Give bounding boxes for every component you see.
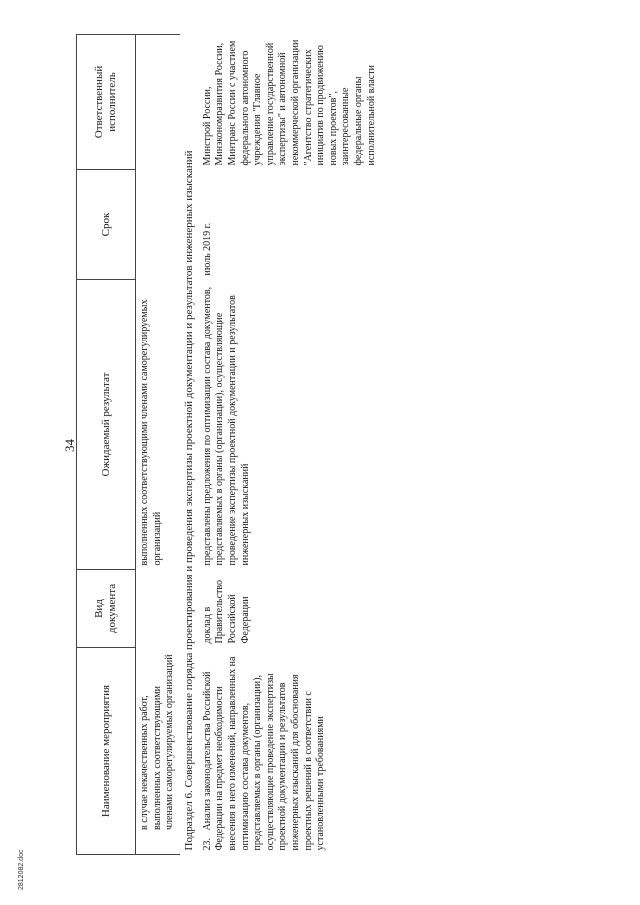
header-document-type: Вид документа bbox=[77, 570, 136, 648]
cell-continuation-name bbox=[136, 648, 180, 855]
cell-expected-result: представлены предложения по оптимизации состава документов, представляемых в органы (организации), осуществляющие проведение экспертизы проектной документации и результатов инженерных изысканий bbox=[201, 286, 251, 566]
cell-deadline: июль 2019 г. bbox=[201, 222, 213, 276]
table-row-continuation bbox=[136, 35, 180, 855]
subsection-row bbox=[180, 35, 199, 855]
header-measure-name: Наименование мероприятия bbox=[77, 648, 136, 855]
cell-measure-name bbox=[199, 648, 381, 855]
cell-responsible: Минстрой России, Минэкономразвития России, Минтранс России с участием федерального автономного учреждения "Главное управление государственной экспертизы" и автономной некоммерческой организации "Агентство стратегических инициатив по продвижению новых проектов", заинтересованные федеральные органы исполнительной власти bbox=[201, 39, 377, 166]
header-expected-result: Ожидаемый результат bbox=[77, 280, 136, 570]
table-row bbox=[199, 35, 381, 855]
cell-continuation-deadline bbox=[136, 170, 180, 280]
header-responsible: Ответственный исполнитель bbox=[77, 35, 136, 170]
row-number: 23. bbox=[201, 838, 213, 851]
rotated-page-content bbox=[76, 35, 576, 855]
cell-continuation-document bbox=[136, 570, 180, 648]
page-number: 34 bbox=[62, 439, 77, 452]
cell-document-type: доклад в Правительство Российской Федерации bbox=[201, 579, 251, 644]
cell-continuation-result: выполненных соответствующими членами саморегулируемых организаций bbox=[139, 299, 163, 566]
table-header-row bbox=[77, 35, 136, 855]
footer-filename: 2812082.doc bbox=[18, 849, 25, 890]
cell-continuation-responsible bbox=[136, 35, 180, 170]
subsection-title: Подраздел 6. Совершенствование порядка проектирования и проведения экспертизы проектной документации и результатов инженерных изысканий bbox=[182, 150, 195, 851]
continuation-name-text: в случае некачественных работ, выполненных соответствующими членами саморегулируемых организаций bbox=[139, 654, 176, 830]
measure-name-text: Анализ законодательства Российской Федерации на предмет необходимости внесения в него изменений, направленных на оптимизацию состава документов, представляемых в органы (организации), осуществляющие проведение экспертизы проектной документации и результатов инженерных изысканий для обоснования проектных решений в соответствии с установленными требованиями bbox=[201, 656, 327, 851]
measures-table bbox=[76, 34, 381, 855]
header-deadline: Срок bbox=[77, 170, 136, 280]
